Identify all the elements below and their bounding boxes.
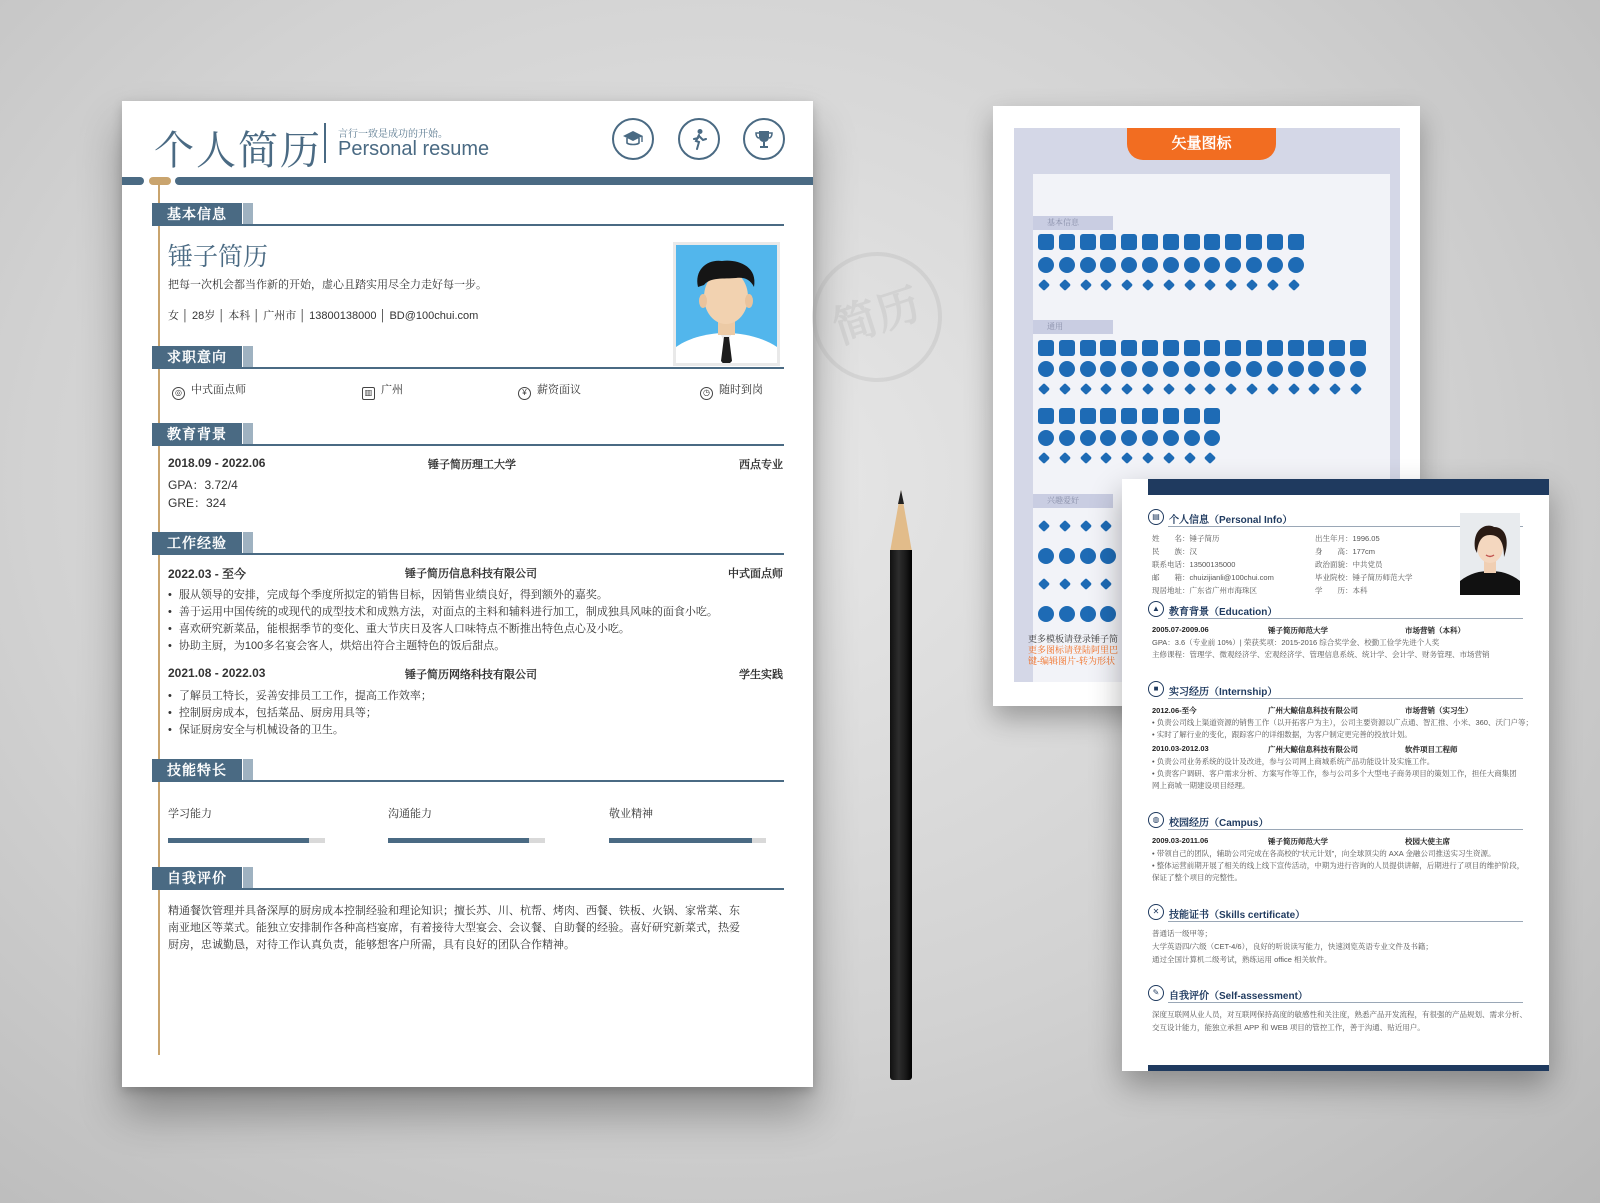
edu-period: 2018.09 - 2022.06 <box>168 456 266 470</box>
section-title: 工作经验 <box>152 532 242 554</box>
tools-icon: ✕ <box>1148 904 1164 920</box>
skill-bar <box>388 838 545 843</box>
vector-icon-sample <box>1246 257 1262 273</box>
resume-title: 个人简历 <box>154 128 322 174</box>
vector-icon-sample <box>1163 430 1179 446</box>
vector-icon-sample <box>1080 257 1096 273</box>
skill-bar <box>609 838 766 843</box>
vector-icon-sample <box>1142 257 1158 273</box>
main-resume-page <box>122 101 813 1087</box>
vector-icon-sample <box>1080 606 1096 622</box>
icon-sheet-footer-line: 键-编辑图片-转为形状 <box>1028 656 1115 666</box>
vector-icon-sample <box>1100 234 1116 250</box>
vector-icon-sample <box>1308 383 1320 395</box>
vector-icon-sample <box>1184 408 1200 424</box>
candidate-details: 女 │ 28岁 │ 本科 │ 广州市 │ 13800138000 │ BD@100chui.com <box>168 310 479 322</box>
vector-icon-sample <box>1267 361 1283 377</box>
vector-icon-sample <box>1059 578 1071 590</box>
vector-icon-sample <box>1059 430 1075 446</box>
section-rule <box>152 888 784 890</box>
vector-icon-sample <box>1038 257 1054 273</box>
section-title: 自我评价 <box>152 867 242 889</box>
vector-icon-sample <box>1038 408 1054 424</box>
vector-icon-sample <box>1121 452 1133 464</box>
vector-icon-sample <box>1184 257 1200 273</box>
section-work <box>152 532 784 562</box>
vector-icon-sample <box>1059 520 1071 532</box>
vector-icon-sample <box>1100 452 1112 464</box>
r2-info: 邮 箱：chuizijianli@100chui.com <box>1152 573 1274 582</box>
self-evaluation-line: 南亚地区等菜式。能独立安排制作各种高档宴席，有着接待大型宴会、会议餐、自助餐的经验。喜好研究新菜式，热爱 <box>168 922 740 934</box>
vector-icon-sample <box>1204 408 1220 424</box>
vector-icon-sample <box>1038 383 1050 395</box>
vector-icon-sample <box>1059 361 1075 377</box>
r2-intern-period: 2010.03-2012.03 <box>1152 744 1209 753</box>
vector-icon-sample <box>1059 234 1075 250</box>
skill-bar <box>168 838 325 843</box>
vector-icon-sample <box>1038 234 1054 250</box>
vector-icon-sample <box>1059 548 1075 564</box>
medal-icon: ◎ <box>172 387 185 400</box>
vector-icon-sample <box>1142 408 1158 424</box>
section-rule <box>152 367 784 369</box>
self-evaluation-line: 厨房，忠诚勤恳，对待工作认真负责，能够想客户所需，具有良好的团队合作精神。 <box>168 939 575 951</box>
r2-section-title: 自我评价（Self-assessment） <box>1169 991 1308 1002</box>
vector-icon-sample <box>1038 361 1054 377</box>
vector-icon-sample <box>1288 383 1300 395</box>
r2-intern-line: • 负责客户调研、客户需求分析、方案写作等工作，参与公司多个大型电子商务项目的策划工作，担任大商集团 <box>1152 769 1517 778</box>
header-accent-dot <box>149 177 171 185</box>
vector-icon-sample <box>1080 452 1092 464</box>
vector-icon-sample <box>1350 340 1366 356</box>
id-card-icon: ▤ <box>1148 509 1164 525</box>
vector-icon-sample <box>1080 340 1096 356</box>
work-company: 锤子简历信息科技有限公司 <box>405 568 537 580</box>
r2-edu-line: GPA：3.6（专业前 10%）| 荣获奖项：2015-2016 综合奖学金、校勤工俭学先进个人奖 <box>1152 638 1440 647</box>
vector-icon-sample <box>1100 383 1112 395</box>
icon-sheet-banner: 矢量图标 <box>1127 128 1276 160</box>
r2-campus-period: 2009.03-2011.06 <box>1152 836 1209 845</box>
skill-name: 沟通能力 <box>388 808 432 820</box>
vector-icon-sample <box>1163 234 1179 250</box>
r2-info: 姓 名：锤子简历 <box>1152 534 1220 543</box>
header-rule <box>175 177 813 185</box>
vector-icon-sample <box>1225 383 1237 395</box>
globe-icon: ◍ <box>1148 812 1164 828</box>
vector-icon-sample <box>1184 430 1200 446</box>
section-skills <box>152 759 784 789</box>
pencil-tip <box>898 490 904 504</box>
work-bullet: • 善于运用中国传统的或现代的成型技术和成熟方法，对面点的主料和辅料进行加工，制成独具风味的面食小吃。 <box>168 603 718 619</box>
intent-salary-text: 薪资面议 <box>537 384 581 396</box>
intent-availability-text: 随时到岗 <box>719 384 763 396</box>
vector-icon-sample <box>1142 430 1158 446</box>
vector-icon-sample <box>1038 452 1050 464</box>
r2-info: 联系电话：13500135000 <box>1152 560 1236 569</box>
section-self-evaluation <box>152 867 784 897</box>
second-resume-bottombar <box>1148 1065 1549 1071</box>
r2-info: 毕业院校：锤子简历师范大学 <box>1315 573 1413 582</box>
vector-icon-sample <box>1038 520 1050 532</box>
vector-icon-sample <box>1184 361 1200 377</box>
vector-icon-sample <box>1080 430 1096 446</box>
work-period: 2021.08 - 2022.03 <box>168 666 266 680</box>
vector-icon-sample <box>1204 340 1220 356</box>
vector-icon-sample <box>1225 340 1241 356</box>
vector-icon-sample <box>1288 361 1304 377</box>
r2-section-title: 技能证书（Skills certificate） <box>1169 910 1306 921</box>
r2-section-title: 个人信息（Personal Info） <box>1169 515 1293 526</box>
vector-icon-sample <box>1308 340 1324 356</box>
work-bullet: • 了解员工特长，妥善安排员工工作，提高工作效率； <box>168 687 432 703</box>
r2-intern-role: 市场营销（实习生） <box>1405 706 1473 715</box>
vector-icon-sample <box>1121 340 1137 356</box>
title-separator <box>324 123 326 163</box>
r2-section-internship <box>1148 681 1523 699</box>
edu-major: 西点专业 <box>739 459 783 471</box>
intent-availability <box>700 381 763 400</box>
vector-icon-sample <box>1163 452 1175 464</box>
r2-cert-line: 通过全国计算机二级考试，熟练运用 office 相关软件。 <box>1152 955 1332 964</box>
second-resume-topbar <box>1122 479 1549 495</box>
vector-icon-sample <box>1100 408 1116 424</box>
skill-name: 敬业精神 <box>609 808 653 820</box>
r2-section-certificates <box>1148 904 1523 922</box>
work-bullet: • 保证厨房安全与机械设备的卫生。 <box>168 721 344 737</box>
section-title: 教育背景 <box>152 423 242 445</box>
vector-icon-sample <box>1246 361 1262 377</box>
vector-icon-sample <box>1059 408 1075 424</box>
intent-position <box>172 381 246 400</box>
r2-section-rule <box>1168 921 1523 922</box>
intent-salary <box>518 381 581 400</box>
r2-campus-line: • 带领自己的团队，辅助公司完成在各高校的“状元计划”，向全球顶尖的 AXA 金融公司推送实习生资源。 <box>1152 849 1496 858</box>
self-evaluation-line: 精通餐饮管理并具备深厚的厨房成本控制经验和理论知识；擅长苏、川、杭帮、烤肉、西餐、铁板、火锅、家常菜、东 <box>168 905 740 917</box>
work-company: 锤子简历网络科技有限公司 <box>405 669 537 681</box>
r2-section-campus <box>1148 812 1523 830</box>
vector-icon-sample <box>1267 279 1279 291</box>
vector-icon-sample <box>1100 520 1112 532</box>
vector-icon-sample <box>1080 383 1092 395</box>
vector-icon-sample <box>1225 234 1241 250</box>
intent-city-text: 广州 <box>381 384 403 396</box>
vector-icon-sample <box>1059 383 1071 395</box>
r2-intern-company: 广州大鲸信息科技有限公司 <box>1268 745 1358 754</box>
icon-group-label: 通用 <box>1033 320 1113 334</box>
r2-edu-line: 主修课程：管理学、微观经济学、宏观经济学、管理信息系统、统计学、会计学、财务管理、市场营销 <box>1152 650 1490 659</box>
vector-icon-sample <box>1059 606 1075 622</box>
r2-campus-school: 锤子简历师范大学 <box>1268 837 1328 846</box>
vector-icon-sample <box>1059 452 1071 464</box>
r2-section-rule <box>1168 618 1523 619</box>
section-rule <box>152 224 784 226</box>
section-job-intent <box>152 346 784 376</box>
vector-icon-sample <box>1246 279 1258 291</box>
icon-group-label: 基本信息 <box>1033 216 1113 230</box>
resume-title-en: Personal resume <box>338 138 490 160</box>
icon-sheet-footer-line: 更多图标请登陆阿里巴 <box>1028 645 1119 655</box>
candidate-slogan: 把每一次机会都当作新的开始，虚心且踏实用尽全力走好每一步。 <box>168 279 487 291</box>
section-title: 技能特长 <box>152 759 242 781</box>
vector-icon-sample <box>1184 234 1200 250</box>
r2-edu-school: 锤子简历师范大学 <box>1268 626 1328 635</box>
vector-icon-sample <box>1288 340 1304 356</box>
vector-icon-sample <box>1184 452 1196 464</box>
vector-icon-sample <box>1038 340 1054 356</box>
skill-name: 学习能力 <box>168 808 212 820</box>
intent-position-text: 中式面点师 <box>191 384 246 396</box>
section-rule <box>152 780 784 782</box>
r2-info: 政治面貌：中共党员 <box>1315 560 1383 569</box>
vector-icon-sample <box>1267 257 1283 273</box>
work-bullet: • 服从领导的安排，完成每个季度所拟定的销售目标，因销售业绩良好，得到额外的嘉奖。 <box>168 586 608 602</box>
vector-icon-sample <box>1329 383 1341 395</box>
graduation-cap-icon <box>612 118 654 160</box>
r2-section-rule <box>1168 829 1523 830</box>
intent-city <box>362 381 403 400</box>
person-walking-icon <box>678 118 720 160</box>
vector-icon-sample <box>1267 340 1283 356</box>
edu-school: 锤子简历理工大学 <box>428 459 516 471</box>
vector-icon-sample <box>1288 234 1304 250</box>
vector-icon-sample <box>1080 234 1096 250</box>
vector-icon-sample <box>1142 361 1158 377</box>
vector-icon-sample <box>1288 279 1300 291</box>
watermark-stamp: 简历 <box>795 235 959 399</box>
r2-campus-line: • 整体运营前期开展了相关的线上线下宣传活动，中期为进行咨询的人员提供讲解，后期进行了项目的维护阶段， <box>1152 861 1525 870</box>
vector-icon-sample <box>1184 340 1200 356</box>
vector-icon-sample <box>1163 279 1175 291</box>
vector-icon-sample <box>1204 452 1216 464</box>
briefcase-icon: ■ <box>1148 681 1164 697</box>
r2-intern-line: • 负责公司线上渠道资源的销售工作（以开拓客户为主），公司主要资源以广点通、智汇推、小米、360、沃门户等； <box>1152 718 1533 727</box>
skill-bar-fill <box>609 838 752 843</box>
trophy-icon <box>743 118 785 160</box>
vector-icon-sample <box>1246 383 1258 395</box>
section-basic-info <box>152 203 784 233</box>
vector-icon-sample <box>1121 383 1133 395</box>
vector-icon-sample <box>1080 520 1092 532</box>
section-rule <box>152 444 784 446</box>
edu-gpa: GPA：3.72/4 <box>168 478 238 492</box>
edit-icon: ✎ <box>1148 985 1164 1001</box>
vector-icon-sample <box>1038 279 1050 291</box>
vector-icon-sample <box>1121 408 1137 424</box>
vector-icon-sample <box>1038 548 1054 564</box>
header-accent-bar <box>122 177 144 185</box>
vector-icon-sample <box>1246 340 1262 356</box>
r2-section-self <box>1148 985 1523 1003</box>
r2-info: 身 高：177cm <box>1315 547 1376 556</box>
vector-icon-sample <box>1163 408 1179 424</box>
vector-icon-sample <box>1288 257 1304 273</box>
r2-section-title: 实习经历（Internship） <box>1169 687 1278 698</box>
r2-campus-role: 校园大使主席 <box>1405 837 1450 846</box>
vector-icon-sample <box>1080 279 1092 291</box>
vector-icon-sample <box>1350 383 1362 395</box>
vector-icon-sample <box>1080 548 1096 564</box>
vector-icon-sample <box>1142 383 1154 395</box>
r2-photo <box>1460 513 1520 595</box>
work-bullet: • 协助主厨，为100多名宴会客人，烘焙出符合主题特色的饭后甜点。 <box>168 637 505 653</box>
r2-intern-role: 软件项目工程师 <box>1405 745 1458 754</box>
work-period: 2022.03 - 至今 <box>168 567 247 581</box>
vector-icon-sample <box>1080 408 1096 424</box>
r2-section-title: 教育背景（Education） <box>1169 607 1278 618</box>
vector-icon-sample <box>1080 578 1092 590</box>
skill-bar-fill <box>168 838 309 843</box>
r2-cert-line: 大学英语四/六级（CET-4/6），良好的听说读写能力，快速浏览英语专业文件及书籍； <box>1152 942 1433 951</box>
clock-icon: ◷ <box>700 387 713 400</box>
section-title: 基本信息 <box>152 203 242 225</box>
vector-icon-sample <box>1204 279 1216 291</box>
vector-icon-sample <box>1204 383 1216 395</box>
vector-icon-sample <box>1059 279 1071 291</box>
r2-campus-line: 保证了整个项目的完整性。 <box>1152 873 1242 882</box>
vector-icon-sample <box>1038 606 1054 622</box>
vector-icon-sample <box>1142 279 1154 291</box>
vector-icon-sample <box>1100 340 1116 356</box>
r2-section-title: 校园经历（Campus） <box>1169 818 1269 829</box>
vector-icon-sample <box>1038 578 1050 590</box>
vector-icon-sample <box>1163 383 1175 395</box>
vector-icon-sample <box>1100 578 1112 590</box>
r2-section-rule <box>1168 1002 1523 1003</box>
building-icon: ▥ <box>362 387 375 400</box>
candidate-name: 锤子简历 <box>168 243 269 271</box>
vector-icon-sample <box>1163 340 1179 356</box>
icon-group-label: 兴趣爱好 <box>1033 494 1113 508</box>
vector-icon-sample <box>1038 430 1054 446</box>
vector-icon-sample <box>1225 279 1237 291</box>
graduation-cap-icon: ▲ <box>1148 601 1164 617</box>
timeline-line <box>158 185 160 1055</box>
pencil <box>890 490 912 1080</box>
vector-icon-sample <box>1142 340 1158 356</box>
edu-gre: GRE：324 <box>168 496 227 510</box>
r2-edu-major: 市场营销（本科） <box>1405 626 1465 635</box>
vector-icon-sample <box>1184 383 1196 395</box>
r2-section-rule <box>1168 698 1523 699</box>
r2-info: 现居地址：广东省广州市海珠区 <box>1152 586 1257 595</box>
r2-info: 学 历：本科 <box>1315 586 1368 595</box>
vector-icon-sample <box>1267 383 1279 395</box>
r2-intern-company: 广州大鲸信息科技有限公司 <box>1268 706 1358 715</box>
vector-icon-sample <box>1142 234 1158 250</box>
r2-section-education <box>1148 601 1523 619</box>
r2-cert-line: 普通话一级甲等； <box>1152 929 1212 938</box>
vector-icon-sample <box>1059 340 1075 356</box>
vector-icon-sample <box>1080 361 1096 377</box>
second-resume-page <box>1122 479 1549 1071</box>
r2-intern-line: • 实时了解行业的变化，跟踪客户的详细数据，为客户制定更完善的投放计划。 <box>1152 730 1412 739</box>
work-role: 学生实践 <box>739 669 783 681</box>
section-rule <box>152 553 784 555</box>
vector-icon-sample <box>1100 279 1112 291</box>
vector-icon-sample <box>1204 234 1220 250</box>
vector-icon-sample <box>1163 361 1179 377</box>
yuan-icon: ¥ <box>518 387 531 400</box>
work-role: 中式面点师 <box>728 568 783 580</box>
work-bullet: • 控制厨房成本，包括菜品、厨房用具等； <box>168 704 377 720</box>
skill-bar-fill <box>388 838 529 843</box>
vector-icon-sample <box>1121 234 1137 250</box>
vector-icon-sample <box>1121 279 1133 291</box>
r2-info: 民 族：汉 <box>1152 547 1197 556</box>
r2-intern-line: • 负责公司业务系统的设计及改进，参与公司网上商城系统产品功能设计及实施工作。 <box>1152 757 1435 766</box>
r2-self-line: 交互设计能力，能独立承担 APP 和 WEB 项目的管控工作，善于沟通、贴近用户。 <box>1152 1023 1425 1032</box>
section-title: 求职意向 <box>152 346 242 368</box>
section-education <box>152 423 784 453</box>
vector-icon-sample <box>1142 452 1154 464</box>
vector-icon-sample <box>1329 340 1345 356</box>
vector-icon-sample <box>1350 361 1366 377</box>
pencil-body <box>890 550 912 1080</box>
vector-icon-sample <box>1184 279 1196 291</box>
r2-intern-period: 2012.06-至今 <box>1152 706 1197 715</box>
resume-motto: 言行一致是成功的开始。 <box>338 129 448 140</box>
work-bullet: • 喜欢研究新菜品，能根据季节的变化、重大节庆日及客人口味特点不断推出特色点心及小吃。 <box>168 620 630 636</box>
r2-intern-line: 网上商城一期建设项目经理。 <box>1152 781 1250 790</box>
vector-icon-sample <box>1246 234 1262 250</box>
vector-icon-sample <box>1163 257 1179 273</box>
icon-sheet-footer-line: 更多模板请登录锤子简 <box>1028 634 1119 644</box>
r2-edu-period: 2005.07-2009.06 <box>1152 625 1209 634</box>
r2-self-line: 深度互联网从业人员，对互联网保持高度的敏感性和关注度，熟悉产品开发流程，有很强的产品规划、需求分析、 <box>1152 1010 1527 1019</box>
r2-info: 出生年月：1996.05 <box>1315 534 1380 543</box>
vector-icon-sample <box>1267 234 1283 250</box>
vector-icon-sample <box>1059 257 1075 273</box>
